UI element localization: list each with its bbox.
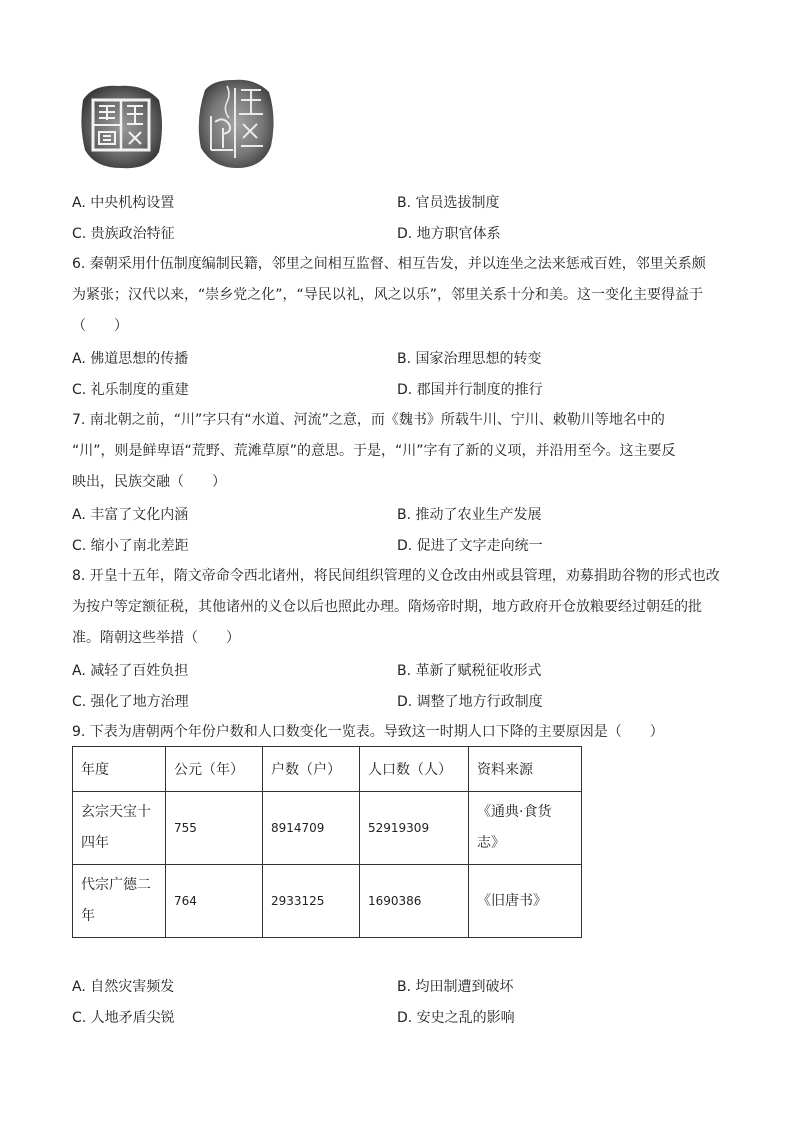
table-cell-ad: 764 bbox=[166, 865, 263, 938]
table-header-households: 户数（户） bbox=[263, 747, 360, 792]
q7-option-c[interactable]: C. 缩小了南北差距 bbox=[72, 538, 189, 554]
q8-options-row-2 bbox=[72, 691, 722, 713]
table-cell-year bbox=[73, 792, 166, 865]
q9-option-c[interactable]: C. 人地矛盾尖锐 bbox=[72, 1010, 175, 1026]
q7-option-a[interactable]: A. 丰富了文化内涵 bbox=[72, 507, 189, 523]
q9-option-a[interactable]: A. 自然灾害频发 bbox=[72, 979, 175, 995]
q9-options-row-1 bbox=[72, 976, 722, 998]
q8-option-b[interactable]: B. 革新了赋税征收形式 bbox=[397, 663, 542, 679]
q6-option-a[interactable]: A. 佛道思想的传播 bbox=[72, 351, 189, 367]
year-text-line-1: 代宗广德二 bbox=[81, 877, 151, 893]
table-cell-ad: 755 bbox=[166, 792, 263, 865]
q5-option-d[interactable]: D. 地方职官体系 bbox=[397, 226, 501, 242]
table-row bbox=[73, 865, 582, 938]
seal-images bbox=[75, 76, 285, 176]
q6-option-c[interactable]: C. 礼乐制度的重建 bbox=[72, 382, 189, 398]
year-text-line-1: 玄宗天宝十 bbox=[81, 804, 151, 820]
question-9-stem bbox=[72, 717, 724, 748]
table-cell-year bbox=[73, 865, 166, 938]
source-text-line-2: 志》 bbox=[477, 835, 505, 851]
q7-line-3: 映出，民族交融（ ） bbox=[72, 474, 226, 490]
q7-line-1: 7. 南北朝之前，“川”字只有“水道、河流”之意，而《魏书》所载牛川、宁川、敕勒川等地名中的 bbox=[72, 412, 665, 428]
question-8-stem bbox=[72, 561, 724, 654]
table-header-row bbox=[73, 747, 582, 792]
table-header-population: 人口数（人） bbox=[360, 747, 469, 792]
q6-line-3: （ ） bbox=[72, 318, 128, 334]
q8-line-3: 准。隋朝这些举措（ ） bbox=[72, 630, 240, 646]
year-text-line-2: 四年 bbox=[81, 835, 109, 851]
table-header-source: 资料来源 bbox=[469, 747, 582, 792]
q8-option-a[interactable]: A. 减轻了百姓负担 bbox=[72, 663, 189, 679]
q6-line-1: 6. 秦朝采用什伍制度编制民籍，邻里之间相互监督、相互告发，并以连坐之法来惩戒百姓，邻里关系颇 bbox=[72, 256, 706, 272]
q5-option-b[interactable]: B. 官员选拔制度 bbox=[397, 195, 500, 211]
seal-image-1 bbox=[75, 80, 167, 172]
q8-line-2: 为按户等定额征税，其他诸州的义仓以后也照此办理。隋炀帝时期，地方政府开仓放粮要经过朝廷的批 bbox=[72, 599, 702, 615]
q5-options-row-2 bbox=[72, 223, 722, 245]
q7-option-d[interactable]: D. 促进了文字走向统一 bbox=[397, 538, 543, 554]
table-header-year: 年度 bbox=[73, 747, 166, 792]
q7-line-2: “川”，则是鲜卑语“荒野、荒滩草原”的意思。于是，“川”字有了新的义项，并沿用至今。这主要反 bbox=[72, 443, 676, 459]
q8-option-c[interactable]: C. 强化了地方治理 bbox=[72, 694, 189, 710]
q6-options-row-2 bbox=[72, 379, 722, 401]
year-text-line-2: 年 bbox=[81, 908, 95, 924]
table-header-ad: 公元（年） bbox=[166, 747, 263, 792]
q6-option-b[interactable]: B. 国家治理思想的转变 bbox=[397, 351, 542, 367]
table-cell-households: 2933125 bbox=[263, 865, 360, 938]
table-cell-source bbox=[469, 865, 582, 938]
q8-options-row-1 bbox=[72, 660, 722, 682]
q6-options-row-1 bbox=[72, 348, 722, 370]
q5-options-row-1 bbox=[72, 192, 722, 214]
table-cell-source bbox=[469, 792, 582, 865]
question-6-stem bbox=[72, 249, 724, 342]
population-table bbox=[72, 746, 582, 938]
q8-line-1: 8. 开皇十五年，隋文帝命令西北诸州，将民间组织管理的义仓改由州或县管理，劝募捐助谷物的形式也改 bbox=[72, 568, 720, 584]
q8-option-d[interactable]: D. 调整了地方行政制度 bbox=[397, 694, 543, 710]
table-cell-population: 1690386 bbox=[360, 865, 469, 938]
q9-option-d[interactable]: D. 安史之乱的影响 bbox=[397, 1010, 515, 1026]
question-7-stem bbox=[72, 405, 724, 498]
q6-line-2: 为紧张；汉代以来，“崇乡党之化”，“导民以礼，风之以乐”，邻里关系十分和美。这一变化主要得益于 bbox=[72, 287, 704, 303]
table-cell-households: 8914709 bbox=[263, 792, 360, 865]
q7-option-b[interactable]: B. 推动了农业生产发展 bbox=[397, 507, 542, 523]
q6-option-d[interactable]: D. 郡国并行制度的推行 bbox=[397, 382, 543, 398]
q9-option-b[interactable]: B. 均田制遭到破坏 bbox=[397, 979, 514, 995]
table-cell-population: 52919309 bbox=[360, 792, 469, 865]
table-row bbox=[73, 792, 582, 865]
q9-stem-line: 9. 下表为唐朝两个年份户数和人口数变化一览表。导致这一时期人口下降的主要原因是（ ） bbox=[72, 724, 664, 740]
seal-image-2 bbox=[193, 76, 277, 170]
q5-option-a[interactable]: A. 中央机构设置 bbox=[72, 195, 175, 211]
source-text-line-1: 《通典·食货 bbox=[477, 804, 552, 820]
q5-option-c[interactable]: C. 贵族政治特征 bbox=[72, 226, 175, 242]
q7-options-row-1 bbox=[72, 504, 722, 526]
q7-options-row-2 bbox=[72, 535, 722, 557]
q9-options-row-2 bbox=[72, 1007, 722, 1029]
source-text-line-1: 《旧唐书》 bbox=[477, 892, 547, 909]
